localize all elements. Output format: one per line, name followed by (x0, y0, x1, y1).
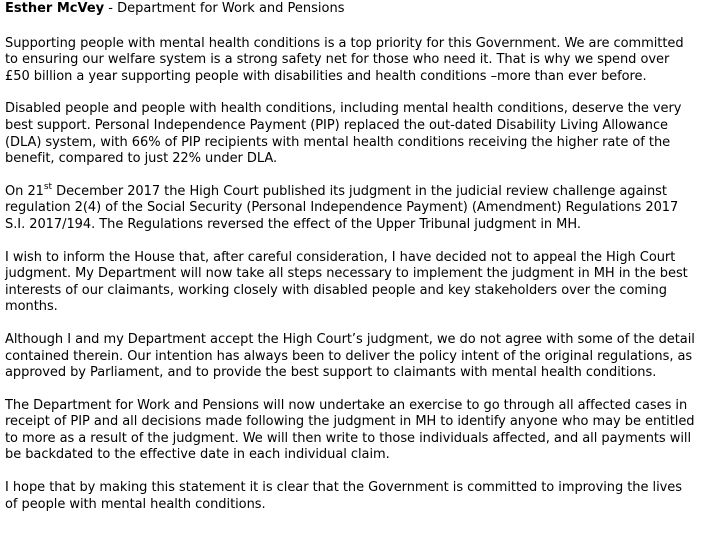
paragraph-2: Disabled people and people with health conditions, including mental health conditions, deserve the very best support. Personal Independence Payment (PIP) replaced the out-dated Disability Living Allowance (DLA) system, with 66% of PIP recipients with mental health conditions receiving the higher rate of the benefit, compared to just 22% under DLA. (5, 101, 682, 167)
paragraph-7: I hope that by making this statement it is clear that the Government is committed to improving the lives of people with mental health conditions. (5, 480, 682, 512)
paragraph-3-start: On 21 (5, 183, 44, 199)
paragraph-5: Although I and my Department accept the High Court’s judgment, we do not agree with some of the detail contained therein. Our intention has always been to deliver the policy intent of the original regulations, as approved by Parliament, and to provide the best support to claimants with mental health conditions. (5, 331, 695, 381)
paragraph-3 (5, 181, 695, 234)
header-separator: - (104, 1, 118, 16)
paragraph-6: The Department for Work and Pensions will now undertake an exercise to go through all affected cases in receipt of PIP and all decisions made following the judgment in MH to identify anyone who may be entitled to more as a result of the judgment. We will then write to those individuals affected, and all payments will be backdated to the effective date in each individual claim. (5, 397, 695, 463)
statement-header (5, 1, 695, 18)
paragraph-1: Supporting people with mental health conditions is a top priority for this Government. We are committed to ensuring our welfare system is a strong safety net for those who need it. That is why we spend over £50 billion a year supporting people with disabilities and health conditions –more than ever before. (5, 35, 684, 84)
paragraph-3-rest: December 2017 the High Court published its judgment in the judicial review challenge against regulation 2(4) of the Social Security (Personal Independence Payment) (Amendment) Regulations 2017 S.I. 2017/194. The Regulations reversed the effect of the Upper Tribunal judgment in MH. (5, 183, 679, 232)
paragraph-4: I wish to inform the House that, after careful consideration, I have decided not to appeal the High Court judgment. My Department will now take all steps necessary to implement the judgment in MH in the best interests of our claimants, working closely with disabled people and key stakeholders over the coming months. (5, 249, 688, 315)
department-name: Department for Work and Pensions (117, 1, 345, 16)
author-name: Esther McVey (5, 1, 105, 16)
ordinal-suffix: st (43, 181, 53, 192)
